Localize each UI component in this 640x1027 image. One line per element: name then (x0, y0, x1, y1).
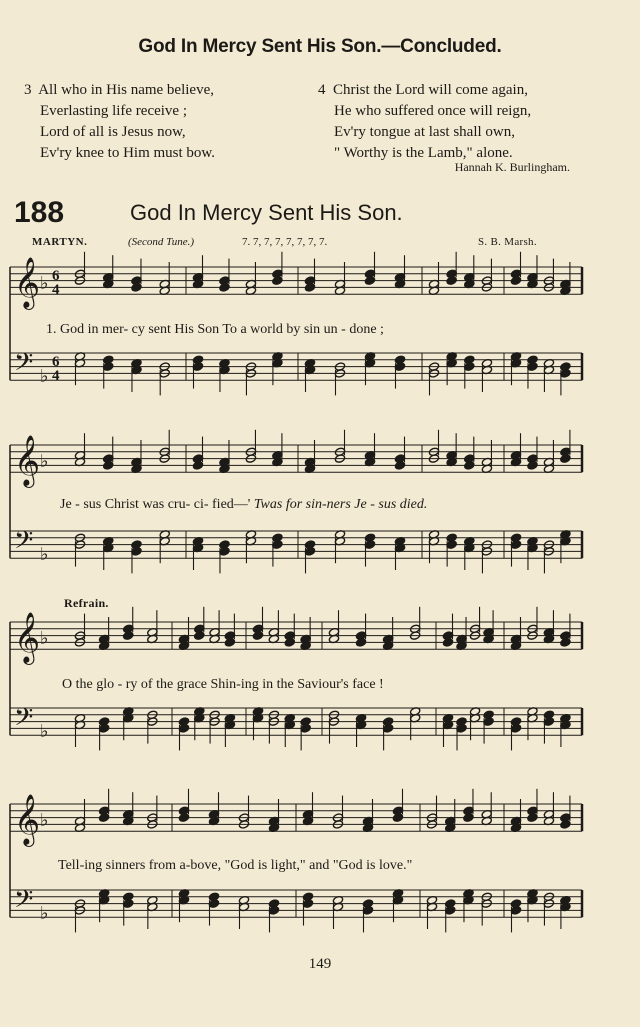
verse-line: Ev'ry tongue at last shall own, (334, 124, 516, 140)
page-number: 149 (308, 956, 332, 972)
bass-clef-icon: 𝄢 (14, 703, 34, 738)
note-head (527, 461, 538, 470)
note-head (456, 724, 467, 733)
flat-key-signature-icon: ♭ (40, 543, 49, 565)
note-head (272, 540, 283, 549)
note-head (392, 813, 403, 822)
note-head (103, 362, 114, 371)
note-head (543, 717, 554, 726)
note-head (123, 899, 134, 908)
note-head (560, 454, 571, 463)
note-head (304, 283, 315, 292)
note-head (355, 638, 366, 647)
note-head (510, 540, 521, 549)
time-signature-bottom: 4 (52, 368, 60, 384)
note-head (131, 283, 142, 292)
verse-line: Ev'ry knee to Him must bow. (40, 145, 216, 161)
note-head (382, 724, 393, 733)
tune-note: (Second Tune.) (128, 236, 194, 248)
note-head (510, 724, 521, 733)
note-head (362, 906, 373, 915)
note-head (560, 820, 571, 829)
note-head (284, 638, 295, 647)
note-head (446, 540, 457, 549)
note-head (98, 813, 109, 822)
meter: 7. 7, 7, 7, 7, 7, 7, 7. (242, 236, 328, 248)
note-head (364, 276, 375, 285)
verse-line: 3 All who in His name believe, (24, 82, 214, 98)
note-head (445, 906, 456, 915)
note-head (192, 461, 203, 470)
tune-name: MARTYN. (32, 236, 88, 248)
note-head (194, 631, 205, 640)
author-credit: Hannah K. Burlingham. (454, 160, 570, 174)
note-head (463, 813, 474, 822)
note-head (527, 813, 538, 822)
note-head (560, 369, 571, 378)
note-head (394, 461, 405, 470)
note-head (527, 362, 538, 371)
note-head (510, 276, 521, 285)
note-head (208, 899, 219, 908)
note-head (560, 638, 571, 647)
bass-clef-icon: 𝄢 (14, 348, 34, 383)
verse-line: 4 Christ the Lord will come again, (318, 82, 528, 98)
hymn-title: God In Mercy Sent His Son. (130, 200, 403, 225)
note-head (178, 724, 189, 733)
flat-key-signature-icon: ♭ (40, 810, 49, 831)
hymn-number: 188 (14, 196, 65, 229)
note-head (219, 283, 230, 292)
flat-key-signature-icon: ♭ (40, 902, 49, 924)
composer: S. B. Marsh. (478, 236, 537, 248)
note-head (252, 631, 263, 640)
treble-clef-icon: 𝄞 (14, 257, 41, 308)
note-head (103, 461, 114, 470)
note-head (98, 724, 109, 733)
verse-line: Everlasting life receive ; (40, 103, 188, 119)
treble-clef-icon: 𝄞 (14, 794, 41, 845)
note-head (178, 813, 189, 822)
note-head (442, 638, 453, 647)
lyric-line-4: Tell-ing sinners from a-bove, "God is light," and "God is love." (58, 858, 413, 873)
time-signature-top: 6 (52, 354, 60, 370)
concluded-title: God In Mercy Sent His Son.—Concluded. (138, 36, 502, 57)
treble-clef-icon: 𝄞 (14, 435, 41, 486)
flat-key-signature-icon: ♭ (40, 273, 49, 294)
time-signature-top: 6 (52, 268, 60, 284)
note-head (464, 362, 475, 371)
note-head (224, 638, 235, 647)
note-head (219, 547, 230, 556)
flat-key-signature-icon: ♭ (40, 720, 49, 742)
note-head (268, 906, 279, 915)
note-head (302, 899, 313, 908)
flat-key-signature-icon: ♭ (40, 365, 49, 387)
lyric-line-3: O the glo - ry of the grace Shin-ing in the Saviour's face ! (62, 677, 384, 692)
note-head (510, 906, 521, 915)
note-head (304, 547, 315, 556)
note-head (483, 717, 494, 726)
flat-key-signature-icon: ♭ (40, 451, 49, 472)
note-head (394, 362, 405, 371)
note-head (123, 631, 134, 640)
lyric-line-2: Je - sus Christ was cru- ci- fied—' Twas for sin-ners Je - sus died. (60, 497, 428, 512)
flat-key-signature-icon: ♭ (40, 628, 49, 649)
note-head (192, 362, 203, 371)
refrain-label: Refrain. (64, 596, 109, 610)
verse-line: " Worthy is the Lamb," alone. (334, 145, 513, 161)
note-head (300, 724, 311, 733)
note-head (364, 540, 375, 549)
note-head (464, 461, 475, 470)
note-head (272, 276, 283, 285)
verse-line: He who suffered once will reign, (334, 103, 532, 119)
bass-clef-icon: 𝄢 (14, 526, 34, 561)
treble-clef-icon: 𝄞 (14, 612, 41, 663)
verse-line: Lord of all is Jesus now, (40, 124, 186, 140)
bass-clef-icon: 𝄢 (14, 885, 34, 920)
lyric-line-1: 1. God in mer- cy sent His Son To a world by sin un - done ; (46, 322, 384, 337)
time-signature-bottom: 4 (52, 282, 60, 298)
note-head (131, 547, 142, 556)
note-head (446, 276, 457, 285)
